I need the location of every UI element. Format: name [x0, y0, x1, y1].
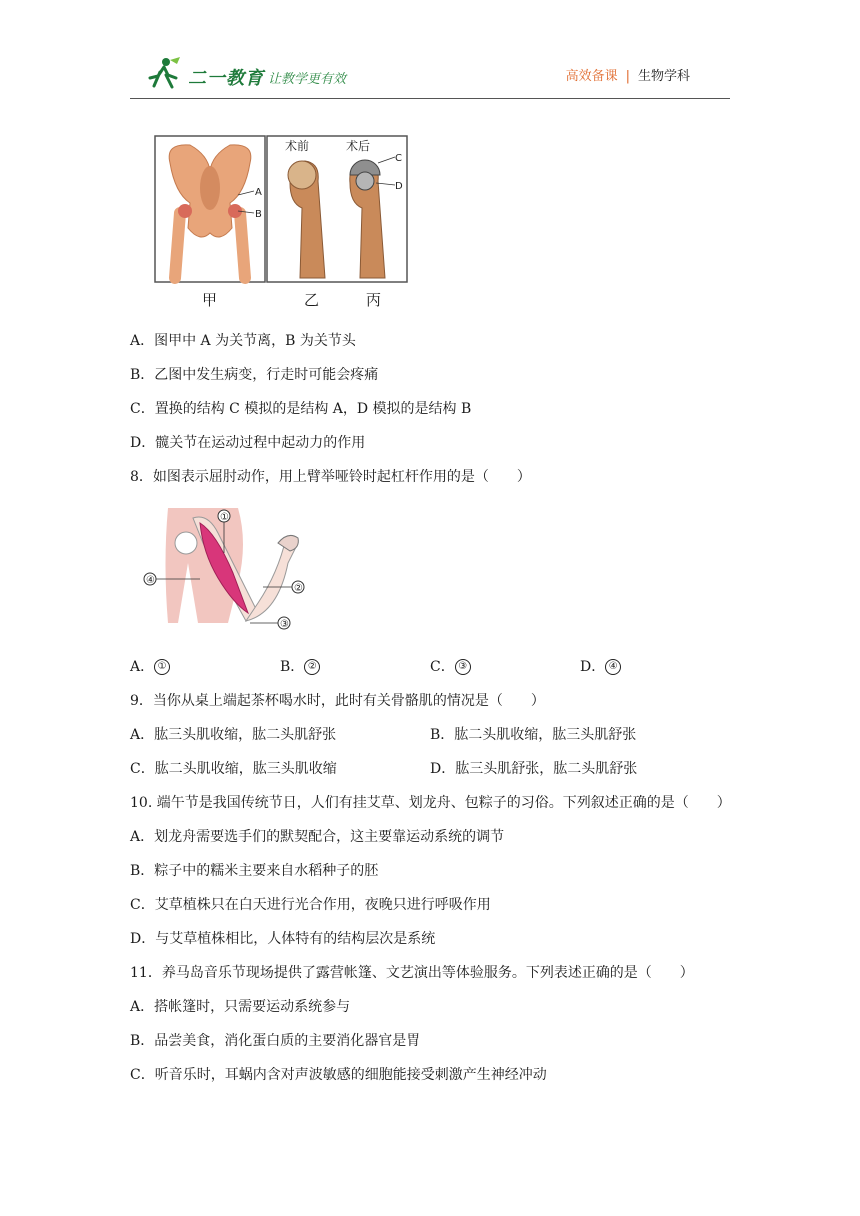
- hip-joint-figure: [150, 133, 412, 313]
- q11-stem: 11．养马岛音乐节现场提供了露营帐篷、文艺演出等体验服务。下列表述正确的是（ ）: [130, 965, 694, 981]
- q8-option-d-letter: D．: [580, 659, 606, 675]
- q7-option-b: B．乙图中发生病变，行走时可能会疼痛: [130, 367, 379, 383]
- header-separator: |: [625, 69, 630, 84]
- q8-option-d: [580, 656, 621, 676]
- arm-diagram: [138, 503, 308, 633]
- label-d: D: [395, 181, 403, 192]
- runner-icon: [144, 56, 184, 90]
- header-subject: 生物学科: [637, 69, 690, 84]
- label-c: C: [395, 153, 402, 164]
- q10-option-a: A．划龙舟需要选手们的默契配合，这主要靠运动系统的调节: [130, 829, 505, 845]
- q8-option-b-mark: ②: [304, 659, 320, 675]
- q7-option-c: C．置换的结构 C 模拟的是结构 A，D 模拟的是结构 B: [130, 401, 472, 417]
- q7-option-d: D．髋关节在运动过程中起动力的作用: [130, 435, 366, 451]
- q9-option-d: D．肱三头肌舒张，肱二头肌舒张: [430, 761, 638, 777]
- fig-label-jia: 甲: [202, 291, 218, 309]
- label-b: B: [255, 209, 262, 220]
- q8-stem: 8．如图表示屈肘动作，用上臂举哑铃时起杠杆作用的是（ ）: [130, 469, 531, 485]
- q8-option-b: [280, 656, 320, 676]
- header-tags: [566, 65, 690, 84]
- q8-option-d-mark: ④: [605, 659, 621, 675]
- q10-stem: 10. 端午节是我国传统节日，人们有挂艾草、划龙舟、包粽子的习俗。下列叙述正确的是（ ）: [130, 795, 731, 811]
- q11-option-b: B．品尝美食，消化蛋白质的主要消化器官是胃: [130, 1033, 421, 1049]
- header-divider: [130, 98, 730, 99]
- q8-option-c: [430, 656, 471, 676]
- arm-label-2: ②: [294, 583, 303, 594]
- q7-option-a: A．图甲中 A 为关节离，B 为关节头: [130, 333, 356, 349]
- q9-option-a: A．肱三头肌收缩，肱二头肌舒张: [130, 727, 337, 743]
- brand-name: 二一教育: [188, 68, 264, 89]
- q8-option-b-letter: B．: [280, 659, 305, 675]
- q9-option-c: C．肱二头肌收缩，肱三头肌收缩: [130, 761, 337, 777]
- q10-option-b: B．粽子中的糯米主要来自水稻种子的胚: [130, 863, 379, 879]
- arm-label-4: ④: [146, 575, 155, 586]
- arm-figure: [138, 503, 308, 633]
- q8-option-c-letter: C．: [430, 659, 455, 675]
- q8-option-a-letter: A．: [130, 659, 155, 675]
- label-after: 术后: [346, 139, 371, 153]
- arm-label-1: ①: [220, 512, 229, 523]
- label-before: 术前: [285, 139, 310, 153]
- brand-slogan: 让教学更有效: [268, 72, 347, 87]
- q10-option-c: C．艾草植株只在白天进行光合作用，夜晚只进行呼吸作用: [130, 897, 491, 913]
- fig-label-bing: 丙: [366, 291, 382, 309]
- hip-joint-diagram: [150, 133, 412, 285]
- brand-logo: [144, 56, 364, 90]
- q11-option-a: A．搭帐篷时，只需要运动系统参与: [130, 999, 351, 1015]
- q8-option-a: [130, 656, 170, 676]
- q8-option-c-mark: ③: [455, 659, 471, 675]
- q9-stem: 9．当你从桌上端起茶杯喝水时，此时有关骨骼肌的情况是（ ）: [130, 693, 545, 709]
- arm-label-3: ③: [280, 619, 289, 630]
- q11-option-c: C．听音乐时，耳蜗内含对声波敏感的细胞能接受刺激产生神经冲动: [130, 1067, 547, 1083]
- header-left-tag: 高效备课: [565, 69, 618, 84]
- page-header: [130, 52, 730, 98]
- q9-option-b: B．肱二头肌收缩，肱三头肌舒张: [430, 727, 637, 743]
- fig-label-yi: 乙: [304, 291, 320, 309]
- label-a: A: [255, 187, 262, 198]
- q10-option-d: D．与艾草植株相比，人体特有的结构层次是系统: [130, 931, 436, 947]
- q8-option-a-mark: ①: [154, 659, 170, 675]
